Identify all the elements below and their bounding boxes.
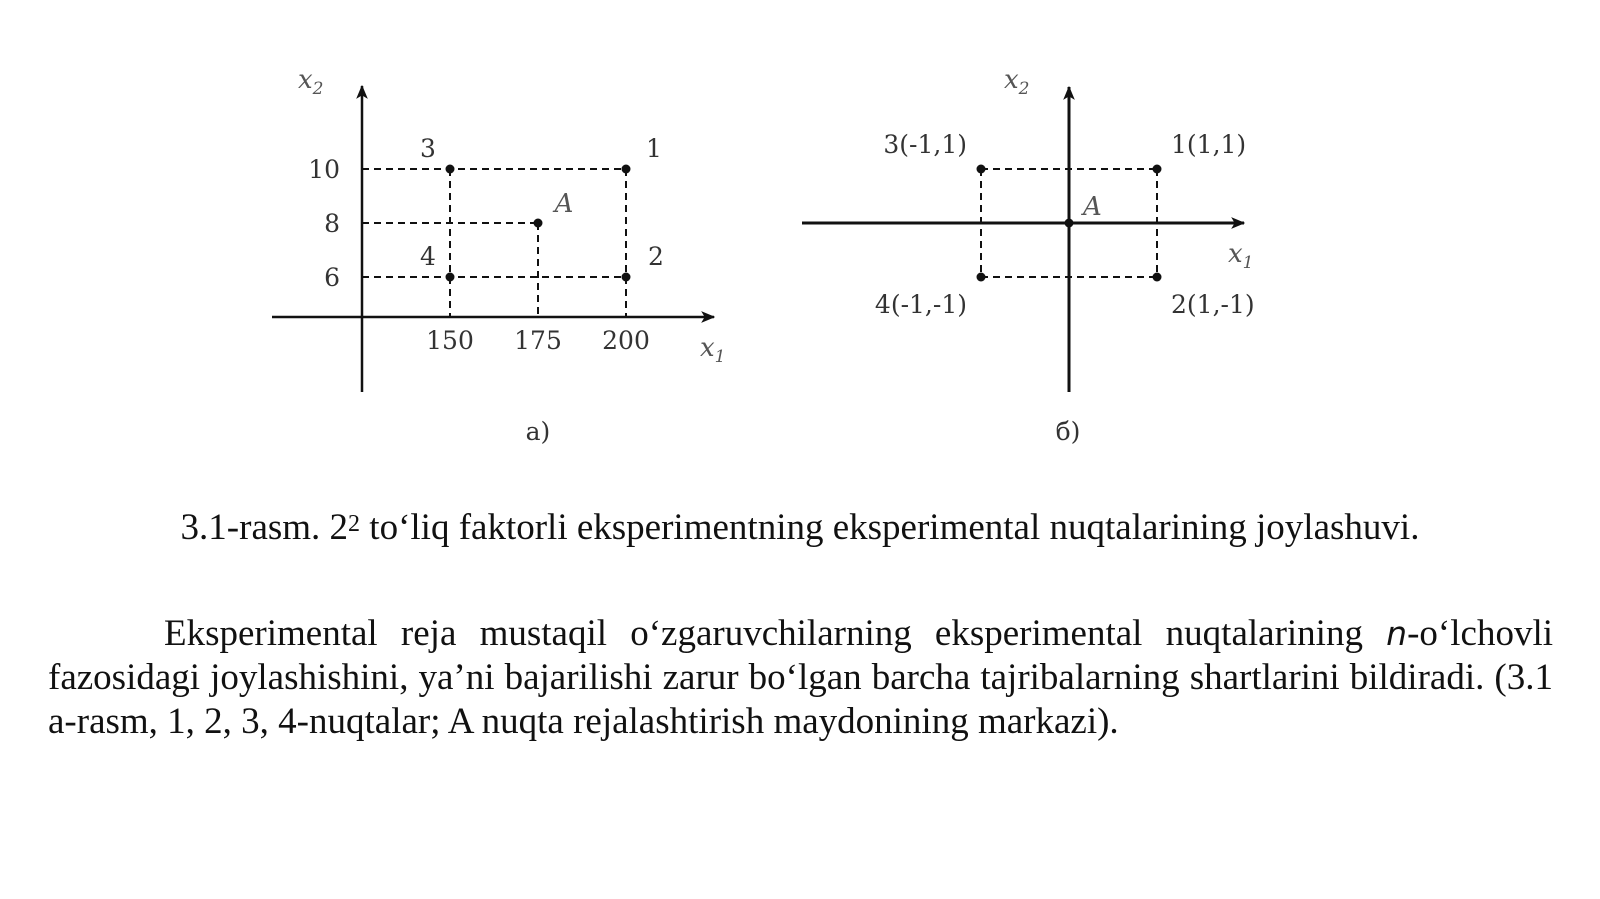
panel-a-y-axis-label: $x_2$	[298, 65, 324, 99]
panel-a-plot	[272, 65, 726, 446]
paragraph-part1: Eksperimental reja mustaqil o‘zgaruvchilarning eksperimental nuqtalarining	[164, 613, 1387, 654]
caption-rest: to‘liq faktorli eksperimentning eksperimental nuqtalarining joylashuvi.	[360, 507, 1420, 548]
point-label: 4(-1,-1)	[874, 290, 967, 319]
data-point	[977, 273, 986, 282]
figure-caption	[120, 508, 1480, 548]
y-tick-label: 10	[308, 155, 340, 184]
data-point	[622, 273, 631, 282]
point-label: 3	[420, 134, 436, 163]
body-paragraph	[48, 612, 1553, 744]
data-point	[446, 273, 455, 282]
x-tick-label: 150	[426, 326, 474, 355]
panel-a-sublabel: a)	[525, 417, 551, 446]
panel-b-plot	[802, 65, 1255, 446]
paragraph-variable-n: n	[1386, 614, 1408, 653]
data-point	[622, 165, 631, 174]
data-point	[977, 165, 986, 174]
x-tick-label: 200	[602, 326, 650, 355]
caption-superscript: 2	[348, 511, 361, 537]
data-point	[446, 165, 455, 174]
paragraph-part2: -o‘lchovli fazosidagi joylashishini, ya’ni bajarilishi zarur bo‘lgan barcha tajribalarning shartlarini bildiradi. (3.1 a-rasm, 1, 2, 3, 4-nuqtalar; A nuqta rejalashtirish maydonining markazi).	[48, 613, 1553, 742]
point-label: A	[554, 189, 574, 219]
data-point	[534, 219, 543, 228]
x-tick-label: 175	[514, 326, 562, 355]
y-tick-label: 8	[324, 209, 340, 238]
point-label: 3(-1,1)	[883, 130, 967, 159]
data-point	[1153, 273, 1162, 282]
panel-b-y-axis-label: $x_2$	[1004, 65, 1030, 99]
y-tick-label: 6	[324, 263, 340, 292]
point-label: 1(1,1)	[1171, 130, 1247, 159]
point-label: A	[1083, 192, 1102, 222]
panel-a-x-axis-label: $x_1$	[700, 333, 726, 367]
point-label: 2	[648, 242, 664, 271]
data-point	[1153, 165, 1162, 174]
caption-prefix: 3.1-rasm. 2	[180, 507, 349, 548]
panel-b-sublabel: б)	[1055, 417, 1081, 446]
point-label: 2(1,-1)	[1171, 290, 1255, 319]
panel-b-x-axis-label: $x_1$	[1228, 239, 1254, 273]
point-label: 1	[646, 134, 662, 163]
point-label: 4	[420, 242, 436, 271]
data-point	[1065, 219, 1074, 228]
